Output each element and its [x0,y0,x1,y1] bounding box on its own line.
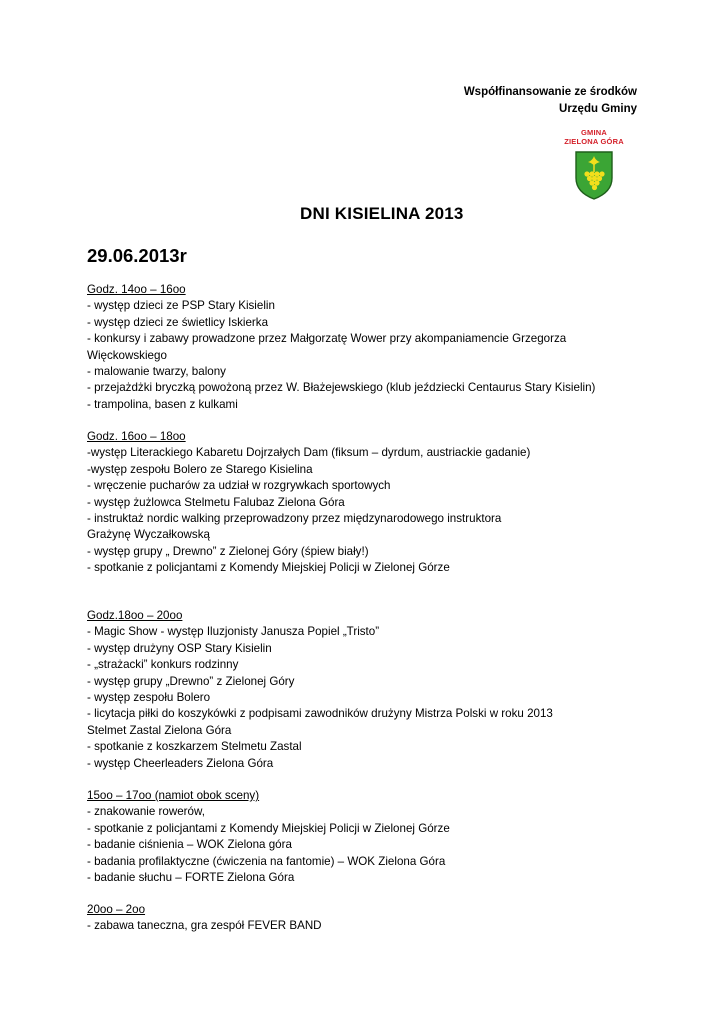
list-item: - występ zespołu Bolero [87,691,211,705]
gmina-emblem [562,128,626,200]
list-item: - spotkanie z policjantami z Komendy Miejskiej Policji w Zielonej Górze [87,821,450,835]
schedule-section-1 [87,282,647,413]
cofinancing-line: Współfinansowanie ze środków [463,86,637,98]
list-item: - badania profilaktyczne (ćwiczenia na fantomie) – WOK Zielona Góra [87,854,446,868]
list-item: Stelmet Zastal Zielona Góra [87,723,232,737]
list-item: - Magic Show - występ Iluzjonisty Janusza Popiel „Tristo” [87,625,380,639]
section-header: Godz.18oo – 20oo [87,609,183,622]
list-item: - „strażacki” konkurs rodzinny [87,658,239,672]
list-item: - trampolina, basen z kulkami [87,397,238,411]
document-title: DNI KISIELINA 2013 [300,204,464,223]
section-header: 15oo – 17oo (namiot obok sceny) [87,789,260,802]
list-item: - licytacja piłki do koszykówki z podpisami zawodników drużyny Mistrza Polski w roku 2013 [87,707,553,721]
cofinancing-note [464,84,637,118]
section-header: Godz. 14oo – 16oo [87,283,186,296]
list-item: - występ żużlowca Stelmetu Falubaz Zielona Góra [87,495,345,509]
list-item: - występ dzieci ze świetlicy Iskierka [87,315,269,329]
emblem-label-name: ZIELONA GÓRA [564,137,624,146]
event-date: 29.06.2013r [87,245,187,266]
schedule-section-3 [87,608,647,772]
list-item: - występ dzieci ze PSP Stary Kisielin [87,299,275,313]
list-item: - malowanie twarzy, balony [87,365,226,379]
list-item: - badanie ciśnienia – WOK Zielona góra [87,838,292,852]
list-item: - badanie słuchu – FORTE Zielona Góra [87,871,295,885]
list-item: - przejażdżki bryczką powożoną przez W. Błażejewskiego (klub jeździecki Centaurus Stary Kisielin) [87,381,596,395]
list-item: - występ drużyny OSP Stary Kisielin [87,641,272,655]
list-item: Więckowskiego [87,348,167,362]
list-item: - występ grupy „Drewno” z Zielonej Góry [87,674,295,688]
schedule-section-4 [87,788,647,886]
section-header: 20oo – 2oo [87,903,146,916]
schedule-section-5 [87,902,647,935]
schedule-section-2 [87,429,647,577]
list-item: - występ Cheerleaders Zielona Góra [87,756,274,770]
cofinancing-line: Urzędu Gminy [559,103,637,115]
list-item: - instruktaż nordic walking przeprowadzony przez międzynarodowego instruktora [87,512,502,526]
list-item: - spotkanie z policjantami z Komendy Miejskiej Policji w Zielonej Górze [87,561,450,575]
list-item: - znakowanie rowerów, [87,805,205,819]
list-item: - zabawa taneczna, gra zespół FEVER BAND [87,919,322,933]
list-item: -występ Literackiego Kabaretu Dojrzałych Dam (fiksum – dyrdum, austriackie gadanie) [87,446,531,460]
list-item: - występ grupy „ Drewno” z Zielonej Góry (śpiew biały!) [87,544,369,558]
section-header: Godz. 16oo – 18oo [87,430,186,443]
list-item: - spotkanie z koszkarzem Stelmetu Zastal [87,740,302,754]
emblem-label-gmina: GMINA [581,128,607,137]
list-item: - konkursy i zabawy prowadzone przez Małgorzatę Wower przy akompaniamencie Grzegorza [87,332,567,346]
coat-of-arms-icon [574,150,614,200]
list-item: - wręczenie pucharów za udział w rozgrywkach sportowych [87,479,391,493]
list-item: Grażynę Wyczałkowską [87,528,210,542]
list-item: -występ zespołu Bolero ze Starego Kisielina [87,462,313,476]
